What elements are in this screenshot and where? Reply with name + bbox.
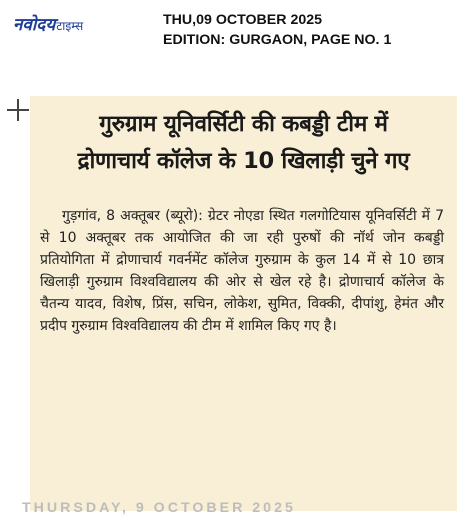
publication-date: THU,09 OCTOBER 2025 bbox=[163, 12, 323, 28]
article-headline bbox=[30, 106, 457, 180]
masthead bbox=[0, 0, 457, 60]
newspaper-logo bbox=[13, 12, 83, 35]
edition-info: EDITION: GURGAON, PAGE NO. 1 bbox=[163, 32, 392, 48]
logo-sub-text: टाइम्स bbox=[56, 19, 84, 33]
headline-line-1: गुरुग्राम यूनिवर्सिटी की कबड्डी टीम में bbox=[99, 111, 388, 137]
crosshair-cursor-icon bbox=[7, 99, 29, 121]
logo-main-text: नवोदय bbox=[13, 15, 56, 35]
next-edition-header-partial: THURSDAY, 9 OCTOBER 2025 bbox=[22, 500, 296, 516]
headline-line-2: द्रोणाचार्य कॉलेज के 10 खिलाड़ी चुने गए bbox=[77, 148, 410, 174]
edition-meta bbox=[163, 10, 391, 50]
news-clipping bbox=[30, 96, 457, 511]
article-body: गुड़गांव, 8 अक्तूबर (ब्यूरो): ग्रेटर नोएडा स्थित गलगोटियास यूनिवर्सिटी में 7 से 10 अक्तूबर तक आयोजित की जा रही पुरुषों की नॉर्थ जोन कबड्डी प्रतियोगिता में द्रोणाचार्य गवर्नमेंट कॉलेज गुरुग्राम के कुल 14 में से 10 छात्र खिलाड़ी गुरुग्राम विश्वविद्यालय की ओर से खेल रहे है। द्रोणाचार्य कॉलेज के चैतन्य यादव, विशेष, प्रिंस, सचिन, लोकेश, सुमित, विक्की, दीपांशु, हेमंत और प्रदीप गुरुग्राम विश्वविद्यालय की टीम में शामिल किए गए है। bbox=[40, 208, 444, 334]
